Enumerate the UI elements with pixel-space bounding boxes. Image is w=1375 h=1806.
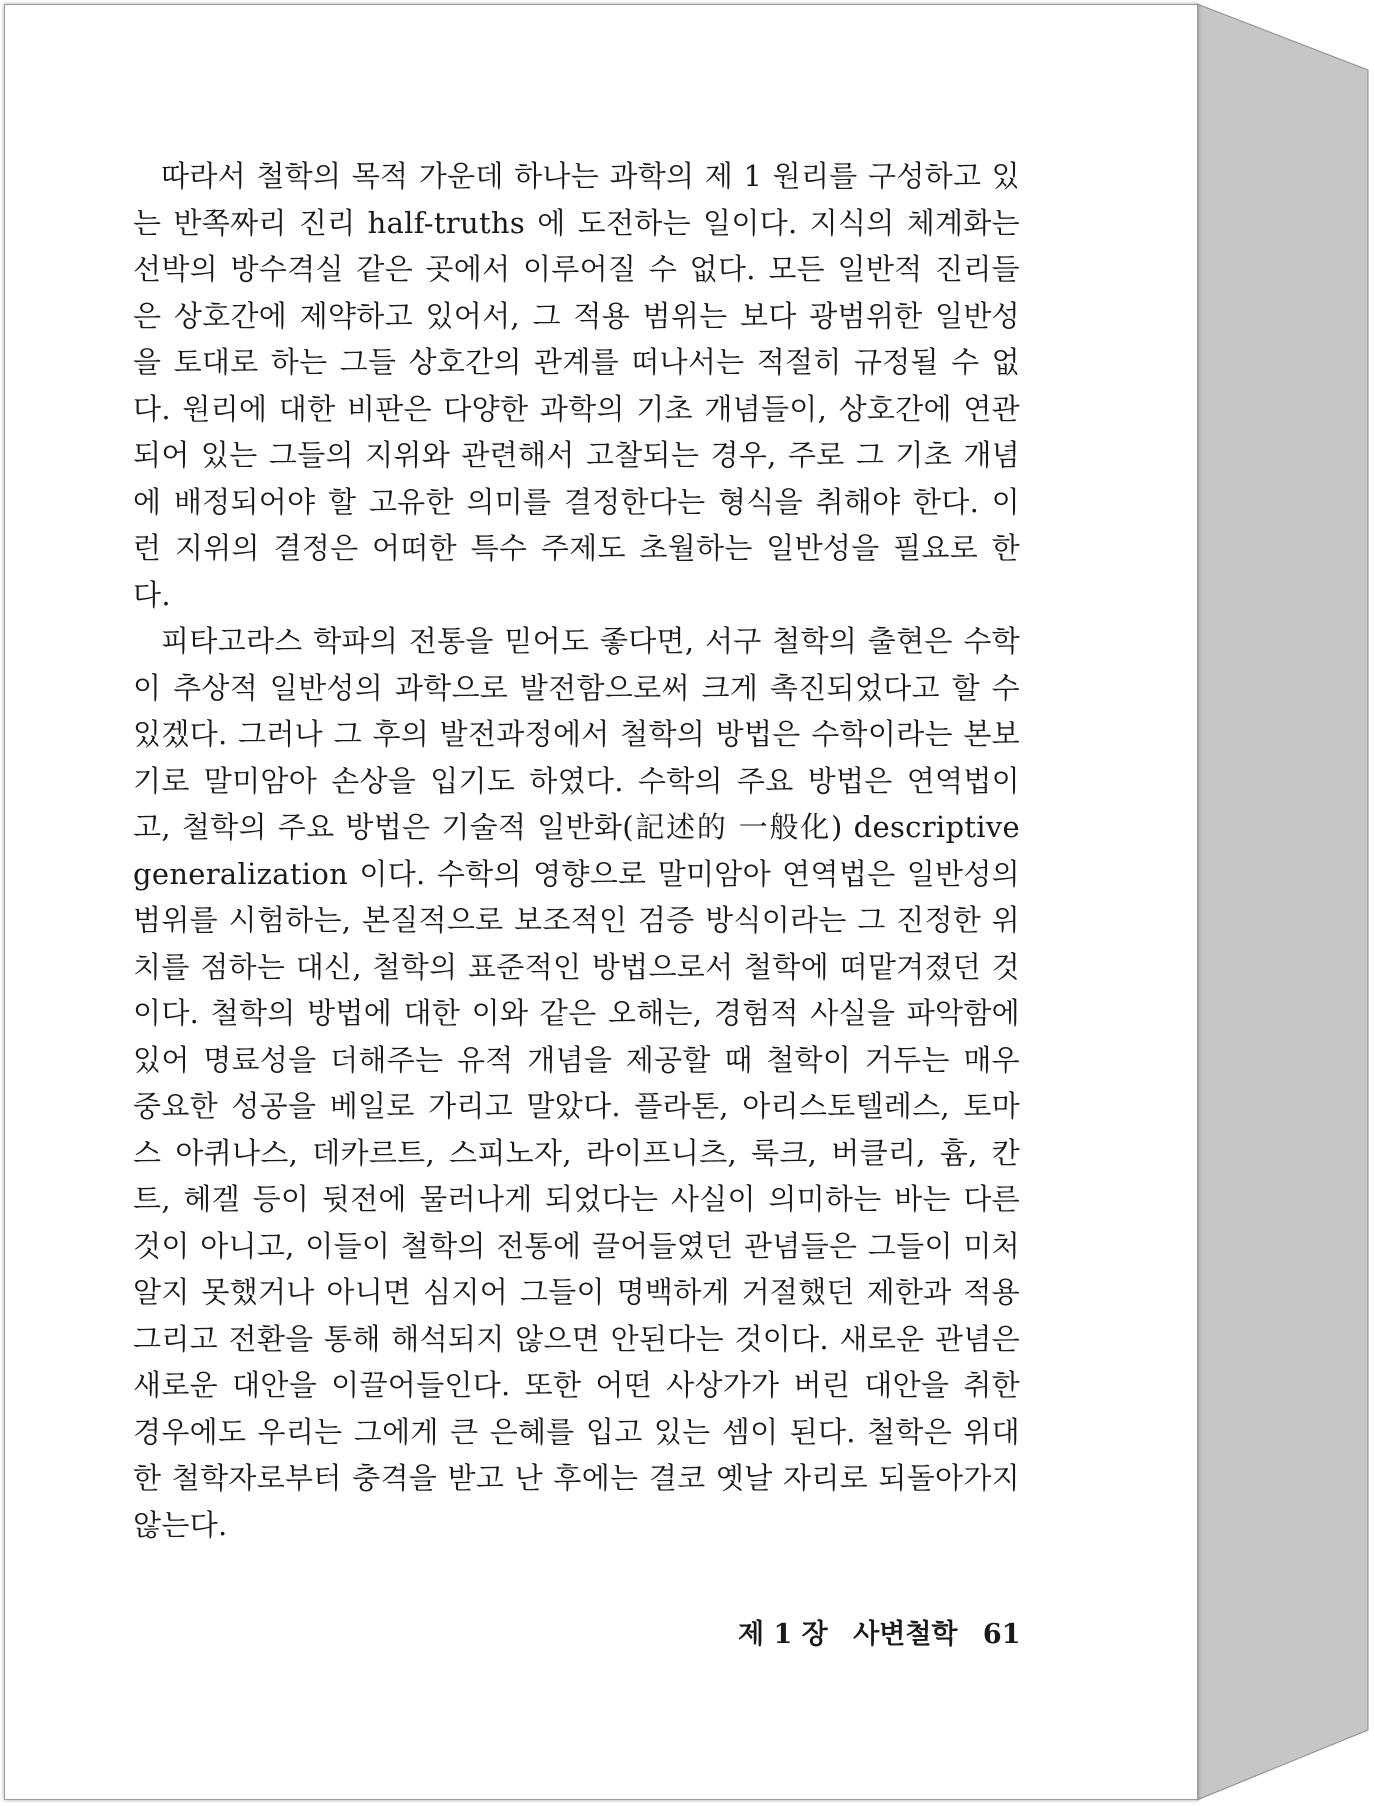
page-footer	[738, 1612, 1020, 1651]
chapter-label: 제 1 장	[738, 1619, 828, 1650]
paragraph-1: 따라서 철학의 목적 가운데 하나는 과학의 제 1 원리를 구성하고 있는 반쪽짜리 진리 half-truths 에 도전하는 일이다. 지식의 체계화는 선박의 방수격실 같은 곳에서 이루어질 수 없다. 모든 일반적 진리들은 상호간에 제약하고 있어서, 그 적용 범위는 보다 광범위한 일반성을 토대로 하는 그들 상호간의 관계를 떠나서는 적절히 규정될 수 없다. 원리에 대한 비판은 다양한 과학의 기초 개념들이, 상호간에 연관되어 있는 그들의 지위와 관련해서 고찰되는 경우, 주로 그 기초 개념에 배정되어야 할 고유한 의미를 결정한다는 형식을 취해야 한다. 이런 지위의 결정은 어떠한 특수 주제도 초월하는 일반성을 필요로 한다.	[133, 159, 1020, 612]
page-number: 61	[982, 1619, 1021, 1650]
chapter-title: 사변철학	[853, 1619, 958, 1650]
body-text	[133, 153, 1020, 1548]
paragraph-2: 피타고라스 학파의 전통을 믿어도 좋다면, 서구 철학의 출현은 수학이 추상적 일반성의 과학으로 발전함으로써 크게 촉진되었다고 할 수 있겠다. 그러나 그 후의 발전과정에서 철학의 방법은 수학이라는 본보기로 말미암아 손상을 입기도 하였다. 수학의 주요 방법은 연역법이고, 철학의 주요 방법은 기술적 일반화(記述的 一般化) descriptive generalization 이다. 수학의 영향으로 말미암아 연역법은 일반성의 범위를 시험하는, 본질적으로 보조적인 검증 방식이라는 그 진정한 위치를 점하는 대신, 철학의 표준적인 방법으로서 철학에 떠맡겨졌던 것이다. 철학의 방법에 대한 이와 같은 오해는, 경험적 사실을 파악함에 있어 명료성을 더해주는 유적 개념을 제공할 때 철학이 거두는 매우 중요한 성공을 베일로 가리고 말았다. 플라톤, 아리스토텔레스, 토마스 아퀴나스, 데카르트, 스피노자, 라이프니츠, 룩크, 버클리, 흄, 칸트, 헤겔 등이 뒷전에 물러나게 되었다는 사실이 의미하는 바는 다른 것이 아니고, 이들이 철학의 전통에 끌어들였던 관념들은 그들이 미처 알지 못했거나 아니면 심지어 그들이 명백하게 거절했던 제한과 적용 그리고 전환을 통해 해석되지 않으면 안된다는 것이다. 새로운 관념은 새로운 대안을 이끌어들인다. 또한 어떤 사상가가 버린 대안을 취한 경우에도 우리는 그에게 큰 은혜를 입고 있는 셈이 된다. 철학은 위대한 철학자로부터 충격을 받고 난 후에는 결코 옛날 자리로 되돌아가지 않는다.	[133, 624, 1020, 1542]
